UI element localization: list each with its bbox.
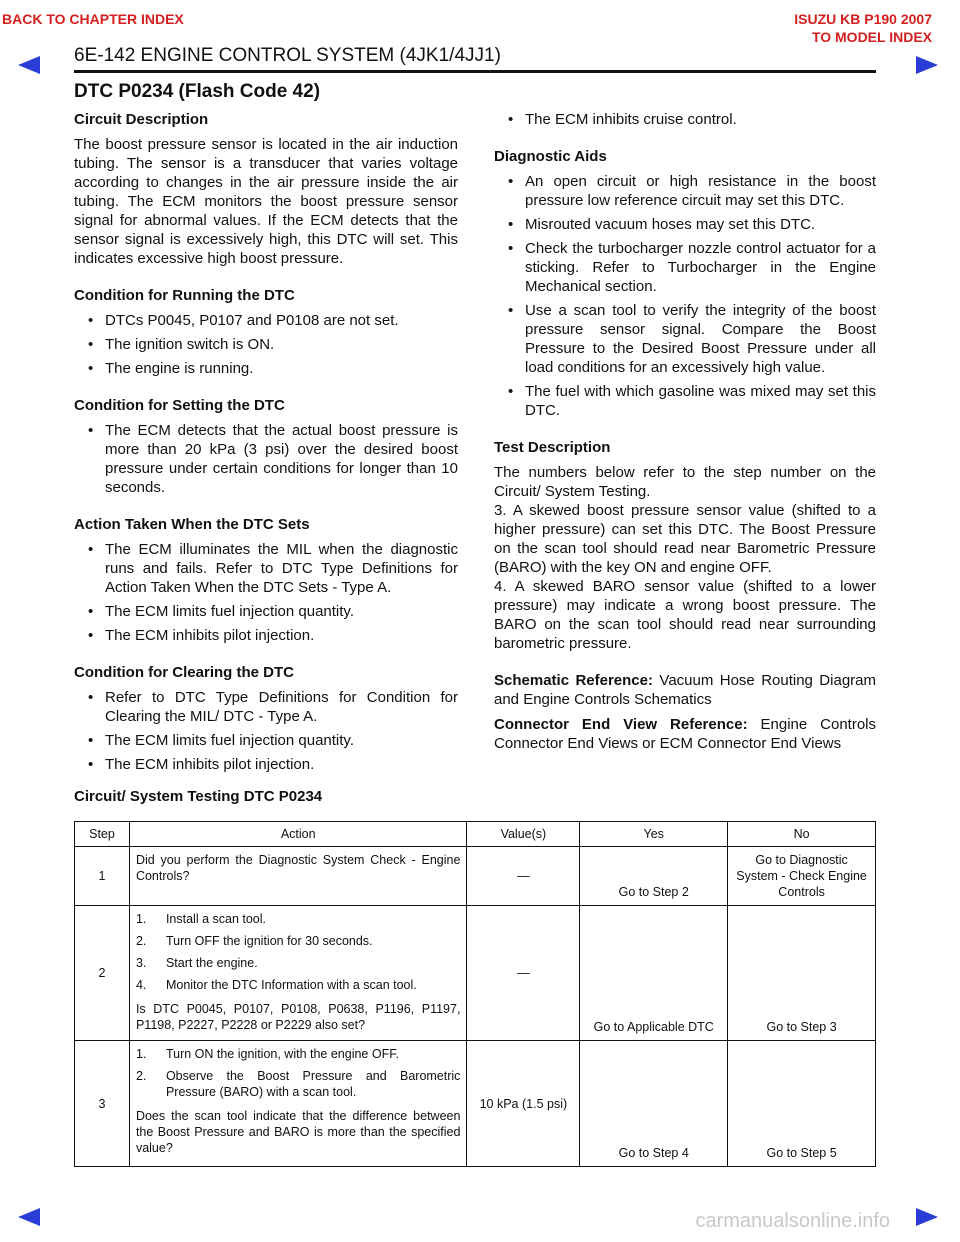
list-item	[136, 911, 460, 927]
header-values: Value(s)	[467, 822, 580, 847]
action-steps	[136, 1046, 460, 1100]
list-item	[136, 955, 460, 971]
step-text: Monitor the DTC Information with a scan tool.	[165, 978, 417, 992]
list-item	[136, 1046, 460, 1062]
header-yes: Yes	[580, 822, 728, 847]
step-text: Turn ON the ignition, with the engine OFF.	[165, 1047, 399, 1061]
action-question: Did you perform the Diagnostic System Check - Engine Controls?	[135, 853, 461, 883]
step-index: 3.	[135, 956, 147, 970]
list-item: • The ECM inhibits cruise control.	[494, 110, 876, 129]
action-cell	[129, 847, 466, 906]
setting-conditions-heading: Condition for Setting the DTC	[74, 397, 285, 414]
action-question: Does the scan tool indicate that the difference between the Boost Pressure and BARO is more than the specified value?	[135, 1109, 461, 1155]
list-item: • The ECM detects that the actual boost pressure is more than 20 kPa (3 psi) over the desired boost pressure under certain conditions for longer than 10 seconds.	[74, 421, 458, 497]
step-index: 4.	[135, 978, 147, 992]
table-title: Circuit/ System Testing DTC P0234	[74, 788, 323, 805]
table-row	[75, 906, 876, 1041]
step-text: Start the engine.	[165, 956, 258, 970]
list-item: • The ECM illuminates the MIL when the diagnostic runs and fails. Refer to DTC Type Definitions for Action Taken When the DTC Sets - Type A.	[74, 540, 458, 597]
list-item: • The ECM limits fuel injection quantity.	[74, 731, 458, 750]
running-conditions-list	[74, 311, 458, 378]
list-item: • Refer to DTC Type Definitions for Condition for Clearing the MIL/ DTC - Type A.	[74, 688, 458, 726]
step-index: 2.	[135, 1069, 147, 1083]
page-title: DTC P0234 (Flash Code 42)	[74, 81, 321, 102]
list-item	[136, 977, 460, 993]
connector-reference	[494, 715, 876, 753]
value-cell: —	[467, 847, 580, 906]
value-cell: 10 kPa (1.5 psi)	[467, 1041, 580, 1167]
step-text: Install a scan tool.	[165, 912, 267, 926]
left-column	[74, 110, 458, 779]
previous-page-arrow-icon[interactable]	[18, 56, 40, 74]
step-index: 1.	[135, 912, 147, 926]
next-page-arrow-icon[interactable]	[916, 1208, 938, 1226]
list-item	[136, 1068, 460, 1100]
right-column	[494, 110, 876, 759]
test-description-heading: Test Description	[494, 439, 611, 456]
list-item: • The ignition switch is ON.	[74, 335, 458, 354]
step-number: 1	[75, 847, 130, 906]
list-item: • DTCs P0045, P0107 and P0108 are not set.	[74, 311, 458, 330]
page-header-title: 6E-142 ENGINE CONTROL SYSTEM (4JK1/4JJ1)	[74, 45, 501, 66]
value-cell: —	[467, 906, 580, 1041]
model-title-link[interactable]: ISUZU KB P190 2007	[794, 11, 932, 27]
previous-page-arrow-icon[interactable]	[18, 1208, 40, 1226]
list-item	[136, 933, 460, 949]
step-text: Turn OFF the ignition for 30 seconds.	[165, 934, 373, 948]
yes-cell: Go to Step 2	[580, 847, 728, 906]
list-item: • The ECM inhibits pilot injection.	[74, 626, 458, 645]
step-text: Observe the Boost Pressure and Barometric Pressure (BARO) with a scan tool.	[165, 1069, 461, 1099]
action-question: Is DTC P0045, P0107, P0108, P0638, P1196, P1197, P1198, P2227, P2228 or P2229 also set?	[135, 1002, 461, 1032]
schematic-reference-text: Vacuum Hose Routing Diagram and Engine Controls Schematics	[494, 672, 876, 708]
diagnostic-aids-heading: Diagnostic Aids	[494, 148, 607, 165]
diagnostic-aids-list	[494, 172, 876, 420]
action-steps	[136, 911, 460, 993]
action-taken-heading: Action Taken When the DTC Sets	[74, 516, 310, 533]
list-item: • The ECM inhibits pilot injection.	[74, 755, 458, 774]
list-item: • Use a scan tool to verify the integrity of the boost pressure sensor signal. Compare the Boost Pressure to the Desired Boost Pressure under all load conditions for an excessively high value.	[494, 301, 876, 377]
back-to-chapter-index-link[interactable]: BACK TO CHAPTER INDEX	[2, 11, 184, 27]
schematic-reference-label: Schematic Reference:	[494, 672, 653, 689]
to-model-index-link[interactable]: TO MODEL INDEX	[811, 29, 932, 45]
circuit-description-text: The boost pressure sensor is located in the air induction tubing. The sensor is a transducer that varies voltage according to changes in the air pressure inside the air tubing. The ECM monitors the boost pressure sensor signal for abnormal values. If the ECM detects that the sensor signal is excessively high, this DTC will set. This indicates excessive high boost pressure.	[74, 136, 458, 267]
connector-reference-text: Engine Controls Connector End Views or ECM Connector End Views	[494, 716, 877, 752]
list-item: • Check the turbocharger nozzle control actuator for a sticking. Refer to Turbocharger in the Engine Mechanical section.	[494, 239, 876, 296]
no-cell: Go to Diagnostic System - Check Engine Controls	[728, 847, 876, 906]
action-cell	[129, 906, 466, 1041]
step-number: 2	[75, 906, 130, 1041]
action-cell	[129, 1041, 466, 1167]
yes-cell: Go to Step 4	[580, 1041, 728, 1167]
circuit-testing-table	[74, 821, 876, 1167]
yes-cell: Go to Applicable DTC	[580, 906, 728, 1041]
list-item: • The ECM limits fuel injection quantity.	[74, 602, 458, 621]
step-number: 3	[75, 1041, 130, 1167]
step-index: 2.	[135, 934, 147, 948]
setting-conditions-list	[74, 421, 458, 497]
header-rule	[74, 70, 876, 73]
table-header-row	[75, 822, 876, 847]
step-index: 1.	[135, 1047, 147, 1061]
header-step: Step	[75, 822, 130, 847]
connector-reference-label: Connector End View Reference:	[494, 716, 748, 733]
test-description-line: 4. A skewed BARO sensor value (shifted to a lower pressure) may indicate a wrong boost pressure. The BARO on the scan tool should read near surrounding barometric pressure.	[494, 578, 876, 652]
test-description-line: 3. A skewed boost pressure sensor value (shifted to a higher pressure) can set this DTC. The Boost Pressure on the scan tool should read near Barometric Pressure (BARO) with the key ON and engine OFF.	[494, 502, 876, 576]
clearing-conditions-list-continued	[494, 110, 876, 129]
running-conditions-heading: Condition for Running the DTC	[74, 287, 295, 304]
schematic-reference	[494, 671, 876, 709]
action-taken-list	[74, 540, 458, 645]
clearing-conditions-list	[74, 688, 458, 774]
next-page-arrow-icon[interactable]	[916, 56, 938, 74]
list-item: • The fuel with which gasoline was mixed may set this DTC.	[494, 382, 876, 420]
list-item: • Misrouted vacuum hoses may set this DTC.	[494, 215, 876, 234]
list-item: • An open circuit or high resistance in the boost pressure low reference circuit may set this DTC.	[494, 172, 876, 210]
header-no: No	[728, 822, 876, 847]
no-cell: Go to Step 3	[728, 906, 876, 1041]
list-item: • The engine is running.	[74, 359, 458, 378]
circuit-description-heading: Circuit Description	[74, 111, 209, 128]
table-row	[75, 1041, 876, 1167]
clearing-conditions-heading: Condition for Clearing the DTC	[74, 664, 294, 681]
test-description-line: The numbers below refer to the step number on the Circuit/ System Testing.	[494, 464, 876, 500]
no-cell: Go to Step 5	[728, 1041, 876, 1167]
watermark: carmanualsonline.info	[695, 1210, 890, 1232]
header-action: Action	[129, 822, 466, 847]
table-row	[75, 847, 876, 906]
